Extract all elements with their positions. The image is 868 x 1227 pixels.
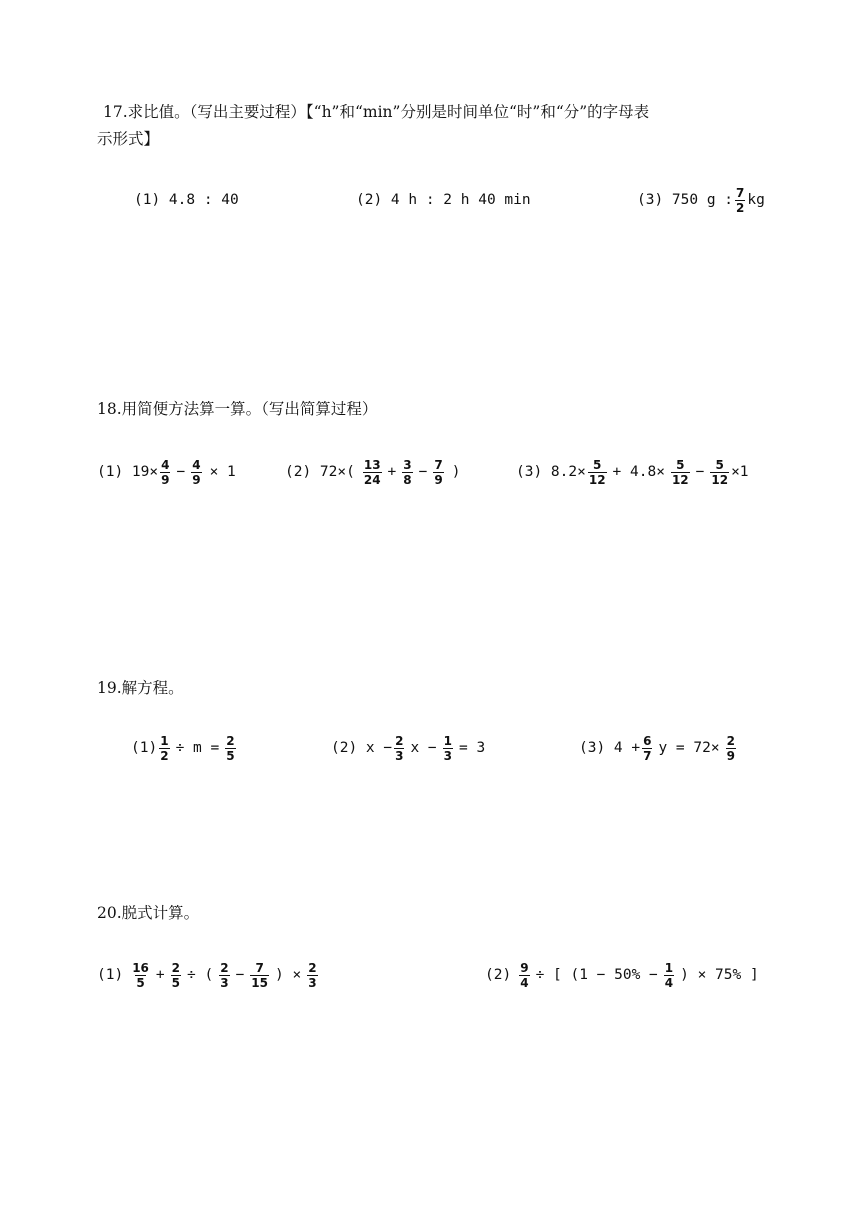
q17-title-line1: 17.求比值。（写出主要过程）【“h”和“min”分别是时间单位“时”和“分”的字母表 [103,103,650,121]
fraction: $\frac{5}{12}$ [588,457,606,487]
fraction: $\frac{1}{4}$ [664,960,674,990]
fraction: $\frac{3}{8}$ [403,457,412,487]
fraction: $\frac{1}{3}$ [443,733,453,763]
q18-problem-3: (3) 8.2× $\frac{5}{12}$ + 4.8× $\frac{5}{12}$ − $\frac{5}{12}$ ×1 [516,457,749,487]
fraction: $\frac{6}{7}$ [643,733,652,763]
q20-calc-1: (1) 16 5 + $\frac{2}{5}$ ÷ ( 2 3 − $\frac{7}{15}$ ) × $\frac{2}{3}$ [97,960,317,990]
q18-title: 18.用简便方法算一算。（写出简算过程） [97,400,378,418]
fraction: 7 2 [736,185,745,215]
fraction: $\frac{4}{9}$ [192,457,201,487]
fraction: $\frac{5}{12}$ [711,457,729,487]
q20-title: 20.脱式计算。 [97,904,200,922]
q17-item-3: (3) 750 g : 7 2 kg [637,185,765,215]
fraction: $\frac{2}{9}$ [726,733,735,763]
fraction: $\frac{4}{9}$ [161,457,170,487]
fraction: $\frac{2}{3}$ [308,960,317,990]
fraction: $\frac{1}{2}$ [160,733,169,763]
q17-item-2: (2) 4 h : 2 h 40 min [356,192,531,208]
fraction: $\frac{2}{3}$ [395,733,404,763]
q19-equation-2: (2) x − $\frac{2}{3}$ x − $\frac{1}{3}$ = 3 [331,733,486,763]
q18-problem-1: (1) 19× $\frac{4}{9}$ − $\frac{4}{9}$ × 1 [97,457,236,487]
q19-title: 19.解方程。 [97,679,184,697]
fraction: 16 5 [132,960,149,990]
fraction: 2 3 [220,960,229,990]
fraction: $\frac{2}{5}$ [171,960,180,990]
fraction: $\frac{7}{15}$ [251,960,268,990]
q17-title-line2: 示形式】 [97,130,160,148]
fraction: $\frac{5}{12}$ [671,457,689,487]
q18-problem-2: (2) 72×( 13 24 + $\frac{3}{8}$ − $\frac{7}{9}$ ) [285,457,461,487]
q19-equation-3: (3) 4 + $\frac{6}{7}$ y = 72× $\frac{2}{9}$ [579,733,735,763]
fraction: $\frac{9}{4}$ [520,960,529,990]
fraction: $\frac{2}{5}$ [226,733,235,763]
fraction: 13 24 [363,457,381,487]
q17-item-1: (1) 4.8 : 40 [134,192,239,208]
q20-calc-2: (2) $\frac{9}{4}$ ÷ [ (1 − 50% − $\frac{1}{4}$ ) × 75% ] [485,960,759,990]
q19-equation-1: (1) $\frac{1}{2}$ ÷ m = $\frac{2}{5}$ [131,733,235,763]
fraction: $\frac{7}{9}$ [434,457,443,487]
